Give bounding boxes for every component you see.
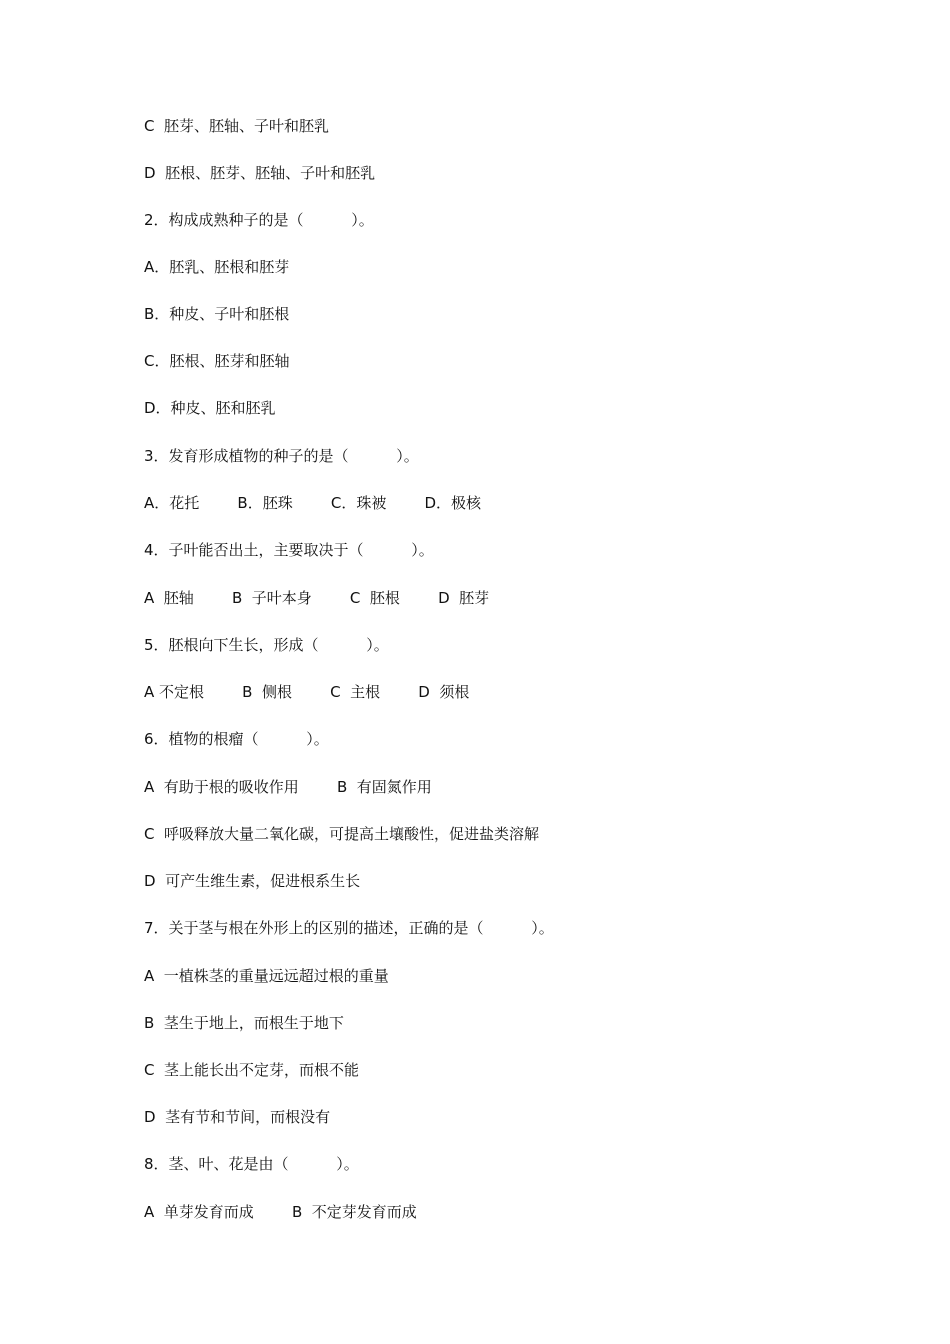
options-row: A 胚轴 B 子叶本身 C 胚根 D 胚芽 bbox=[144, 589, 490, 607]
options-row: A 单芽发育而成 B 不定芽发育而成 bbox=[144, 1203, 417, 1221]
question-5: 5．胚根向下生长，形成（ ）。 bbox=[144, 636, 389, 654]
option-b: B 茎生于地上，而根生于地下 bbox=[144, 1014, 344, 1032]
text-line: D 胚根、胚芽、胚轴、子叶和胚乳 bbox=[144, 164, 376, 182]
question-6: 6．植物的根瘤（ ）。 bbox=[144, 730, 329, 748]
question-3: 3．发育形成植物的种子的是（ ）。 bbox=[144, 447, 419, 465]
option-c: C．胚根、胚芽和胚轴 bbox=[144, 352, 290, 370]
option-a: A．胚乳、胚根和胚芽 bbox=[144, 258, 290, 276]
text-line: C 胚芽、胚轴、子叶和胚乳 bbox=[144, 117, 330, 135]
option-c: C 茎上能长出不定芽，而根不能 bbox=[144, 1061, 360, 1079]
option-c: C 呼吸释放大量二氧化碳，可提高土壤酸性，促进盐类溶解 bbox=[144, 825, 540, 843]
question-2: 2．构成成熟种子的是（ ）。 bbox=[144, 211, 374, 229]
option-d: D．种皮、胚和胚乳 bbox=[144, 399, 276, 417]
option-d: D 可产生维生素，促进根系生长 bbox=[144, 872, 361, 890]
option-b: B．种皮、子叶和胚根 bbox=[144, 305, 290, 323]
question-8: 8．茎、叶、花是由（ ）。 bbox=[144, 1155, 359, 1173]
options-row: A 有助于根的吸收作用 B 有固氮作用 bbox=[144, 778, 432, 796]
option-a: A 一植株茎的重量远远超过根的重量 bbox=[144, 967, 389, 985]
question-4: 4．子叶能否出土，主要取决于（ ）。 bbox=[144, 541, 434, 559]
question-7: 7．关于茎与根在外形上的区别的描述，正确的是（ ）。 bbox=[144, 919, 554, 937]
options-row: A．花托 B．胚珠 C．珠被 D．极核 bbox=[144, 494, 482, 512]
option-d: D 茎有节和节间，而根没有 bbox=[144, 1108, 331, 1126]
options-row: A 不定根 B 侧根 C 主根 D 须根 bbox=[144, 683, 470, 701]
